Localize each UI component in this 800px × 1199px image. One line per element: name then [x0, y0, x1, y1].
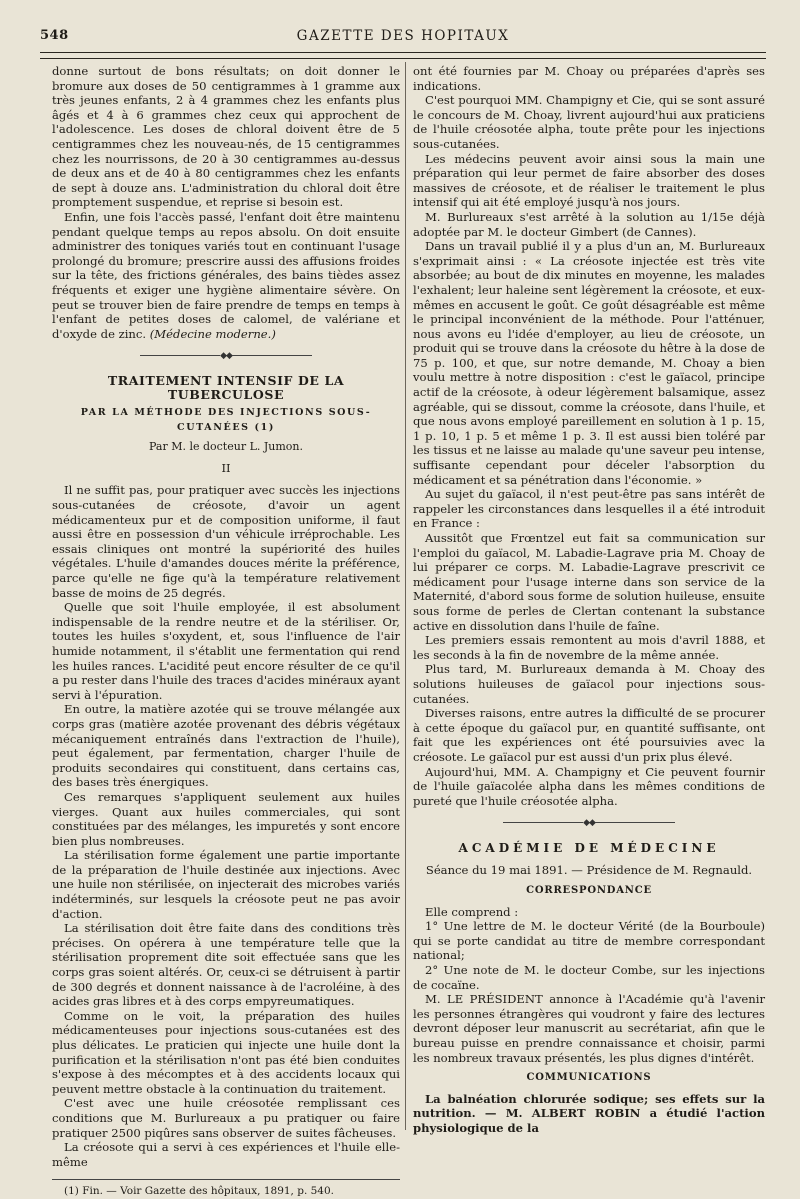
journal-title: GAZETTE DES HOPITAUX [296, 28, 510, 44]
paragraph: Aussitôt que Frœntzel eut fait sa communication sur l'emploi du gaïacol, M. Labadie-Lagrave pria M. Choay de lui préparer ce corps. M. Labadie-Lagrave prescrivit ce médicament pour l'usage interne dans son service de la Maternité, d'abord sous forme de solution huileuse, ensuite sous forme de perles de Clertan contenant la substance active en dissolution dans l'huile de faîne. [413, 531, 765, 633]
article-byline: Par M. le docteur L. Jumon. [148, 440, 304, 454]
paragraph: Quelle que soit l'huile employée, il est absolument indispensable de la rendre neutre et de la stériliser. Or, toutes les huiles s'oxydent, et, sous l'influence de l'air humide notamment, il s'établit une fermentation qui rend les huiles rances. L'acidité peut encore résulter de ce qu'il a pu rester dans l'huile des traces d'acides minéraux ayant servi à l'épuration. [52, 600, 400, 702]
paragraph: Les médecins peuvent avoir ainsi sous la main une préparation qui leur permet de faire absorber des doses massives de créosote, et de réaliser le traitement le plus intensif qui ait été employé jusqu'à nos jours. [413, 151, 765, 210]
ornament-divider: ◆◆ [413, 816, 765, 831]
paragraph: Ces remarques s'appliquent seulement aux huiles vierges. Quant aux huiles commerciales, qui sont constituées par des mélanges, les impuretés y sont encore bien plus nombreuses. [52, 789, 400, 848]
paragraph: Les premiers essais remontent au mois d'avril 1888, et les seconds à la fin de novembre de la même année. [413, 633, 765, 662]
footnote: (1) Fin. — Voir Gazette des hôpitaux, 1891, p. 540. [64, 1185, 335, 1198]
paragraph: ont été fournies par M. Choay ou préparées d'après ses indications. [413, 64, 765, 93]
paragraph: Il ne suffit pas, pour pratiquer avec succès les injections sous-cutanées de créosote, d'avoir un agent médicamenteux pur et de composition uniforme, il faut aussi être en possession d'un véhicule irréprochable. Les essais cliniques ont montré la supériorité des huiles végétales. L'huile d'amandes douces mérite la préférence, parce qu'elle ne fige qu'à la température relativement basse de moins de 25 degrés. [52, 483, 400, 600]
communication-title: La balnéation chlorurée sodique; ses effets sur la nutrition. — M. ALBERT ROBIN a étudié l'action physiologique de la [413, 1091, 765, 1135]
paragraph: Aujourd'hui, MM. A. Champigny et Cie peuvent fournir de l'huile gaïacolée alpha dans les mêmes conditions de pureté que l'huile créosotée alpha. [413, 764, 765, 808]
paragraph: Enfin, une fois l'accès passé, l'enfant doit être maintenu pendant quelque temps au repos absolu. On doit ensuite administrer des toniques variés tout en continuant l'usage prolongé du bromure; prescrire aussi des affusions froides sur la tête, des frictions générales, des bains tièdes assez fréquents et exiger une hygiène alimentaire sévère. On peut se trouver bien de faire prendre de temps en temps à l'enfant de petites doses de calomel, de valériane et d'oxyde de zinc. (Médecine moderne.) [52, 209, 400, 341]
article-part: II [221, 460, 231, 475]
source-note: (Médecine moderne.) [149, 326, 276, 341]
paragraph: Diverses raisons, entre autres la difficulté de se procurer à cette époque du gaïacol pur, en quantité suffisante, ont fait que les expériences ont été poursuivies avec la créosote. Le gaïacol pur est aussi d'un prix plus élevé. [413, 706, 765, 764]
ornament-divider: ◆◆ [52, 349, 400, 364]
paragraph: La créosote qui a servi à ces expériences et l'huile elle-même [52, 1140, 400, 1169]
paragraph: La stérilisation doit être faite dans des conditions très précises. On opérera à une température telle que la stérilisation proprement dite soit effectuée sans que les corps gras soient altérés. Or, ceux-ci se détruisent à partir de 300 degrés et donnent naissance à de l'acroléine, à des acides gras libres et à des corps empyreumatiques. [52, 921, 400, 1009]
paragraph: La stérilisation forme également une partie importante de la préparation de l'huile destinée aux injections. Avec une huile non stérilisée, on injecterait des microbes variés indéterminés, sur lesquels la créosote peut ne pas avoir d'action. [52, 848, 400, 921]
article-subtitle: PAR LA MÉTHODE DES INJECTIONS SOUS-CUTANÉES (1) [80, 407, 372, 433]
paragraph: C'est pourquoi MM. Champigny et Cie, qui se sont assuré le concours de M. Choay, livrent aujourd'hui aux praticiens de l'huile créosotée alpha, toute prête pour les injections sous-cutanées. [413, 93, 765, 151]
correspondence-heading: CORRESPONDANCE [526, 885, 652, 897]
right-column [413, 64, 765, 1136]
list-item: 2° Une note de M. le docteur Combe, sur les injections de cocaïne. [413, 963, 765, 992]
page-header [40, 28, 766, 50]
paragraph: M. Burlureaux s'est arrêté à la solution au 1/15e déjà adoptée par M. le docteur Gimbert (de Cannes). [413, 209, 765, 239]
header-double-rule [40, 52, 766, 59]
article-title: TRAITEMENT INTENSIF DE LA TUBERCULOSE [107, 372, 345, 403]
paragraph: C'est avec une huile créosotée remplissant ces conditions que M. Burlureaux a pu pratiquer ou faire pratiquer 2500 piqûres sans observer de suites fâcheuses. [52, 1096, 400, 1140]
paragraph: En outre, la matière azotée qui se trouve mélangée aux corps gras (matière azotée provenant des débris végétaux mécaniquement entraînés dans l'extraction de l'huile), peut également, par fermentation, charger l'huile de produits secondaires qui constituent, dans certains cas, des bases très énergiques. [52, 702, 400, 790]
paragraph: Plus tard, M. Burlureaux demanda à M. Choay des solutions huileuses de gaïacol pour injections sous-cutanées. [413, 662, 765, 706]
paragraph: Dans un travail publié il y a plus d'un an, M. Burlureaux s'exprimait ainsi : « La créosote injectée est très vite absorbée; au bout de dix minutes en moyenne, les malades l'exhalent; leur haleine sent légèrement la créosote, et eux-mêmes en accusent le goût. Ce goût désagréable est même le principal inconvénient de la méthode. Pour l'atténuer, nous avons eu l'idée d'employer, au lieu de créosote, un produit qui se trouve dans la créosote du hêtre à la dose de 75 p. 100, et que, sur notre demande, M. Choay a bien voulu mettre à notre disposition : c'est le gaïacol, principe actif de la créosote, à odeur légèrement balsamique, assez agréable, qui se dissout, comme la créosote, dans l'huile, et que nous avons employé pareillement en solution à 1 p. 15, 1 p. 10, 1 p. 5 et même 1 p. 3. Il est aussi bien toléré par les tissus et ne laisse au malade qu'une saveur peu intense, suffisante cependant pour déceler l'absorption du médicament et sa pénétration dans l'économie. » [413, 239, 765, 487]
list-item: 1° Une lettre de M. le docteur Vérité (de la Bourboule) qui se porte candidat au titre de membre correspondant national; [413, 919, 765, 963]
paragraph: Au sujet du gaïacol, il n'est peut-être pas sans intérêt de rappeler les circonstances dans lesquelles il a été introduit en France : [413, 487, 765, 531]
left-column [52, 64, 400, 1199]
page-number: 548 [40, 28, 69, 43]
footnote-rule [52, 1179, 400, 1180]
paragraph: donne surtout de bons résultats; on doit donner le bromure aux doses de 50 centigrammes à 1 gramme aux très jeunes enfants, 2 à 4 grammes chez les enfants plus âgés et 4 à 6 grammes chez ceux qui approchent de l'adolescence. Les doses de chloral doivent être de 5 centigrammes chez les nouveau-nés, de 15 centigrammes chez les nourrissons, de 20 à 30 centigrammes au-dessus de deux ans et de 40 à 80 centigrammes chez les enfants de sept à douze ans. L'administration du chloral doit être promptement suspendue, et reprise si besoin est. [52, 64, 400, 210]
section-title-academie: ACADÉMIE DE MÉDECINE [458, 840, 720, 855]
president-note: M. LE PRÉSIDENT annonce à l'Académie qu'à l'avenir les personnes étrangères qui voudront y faire des lectures devront déposer leur manuscrit au secrétariat, afin que le bureau puisse en prendre connaissance et choisir, parmi les nombreux travaux présentés, les plus dignes d'intérêt. [413, 992, 765, 1065]
session-line: Séance du 19 mai 1891. — Présidence de M. Regnauld. [425, 863, 753, 878]
paragraph: Comme on le voit, la préparation des huiles médicamenteuses pour injections sous-cutanées est des plus délicates. Le praticien qui injecte une huile dont la purification et la stérilisation n'ont pas été bien conduites s'expose à des mécomptes et à des accidents locaux qui peuvent mettre obstacle à la continuation du traitement. [52, 1008, 400, 1096]
communications-heading: COMMUNICATIONS [526, 1072, 652, 1084]
column-divider [405, 62, 406, 1130]
paragraph: Elle comprend : [425, 904, 519, 919]
